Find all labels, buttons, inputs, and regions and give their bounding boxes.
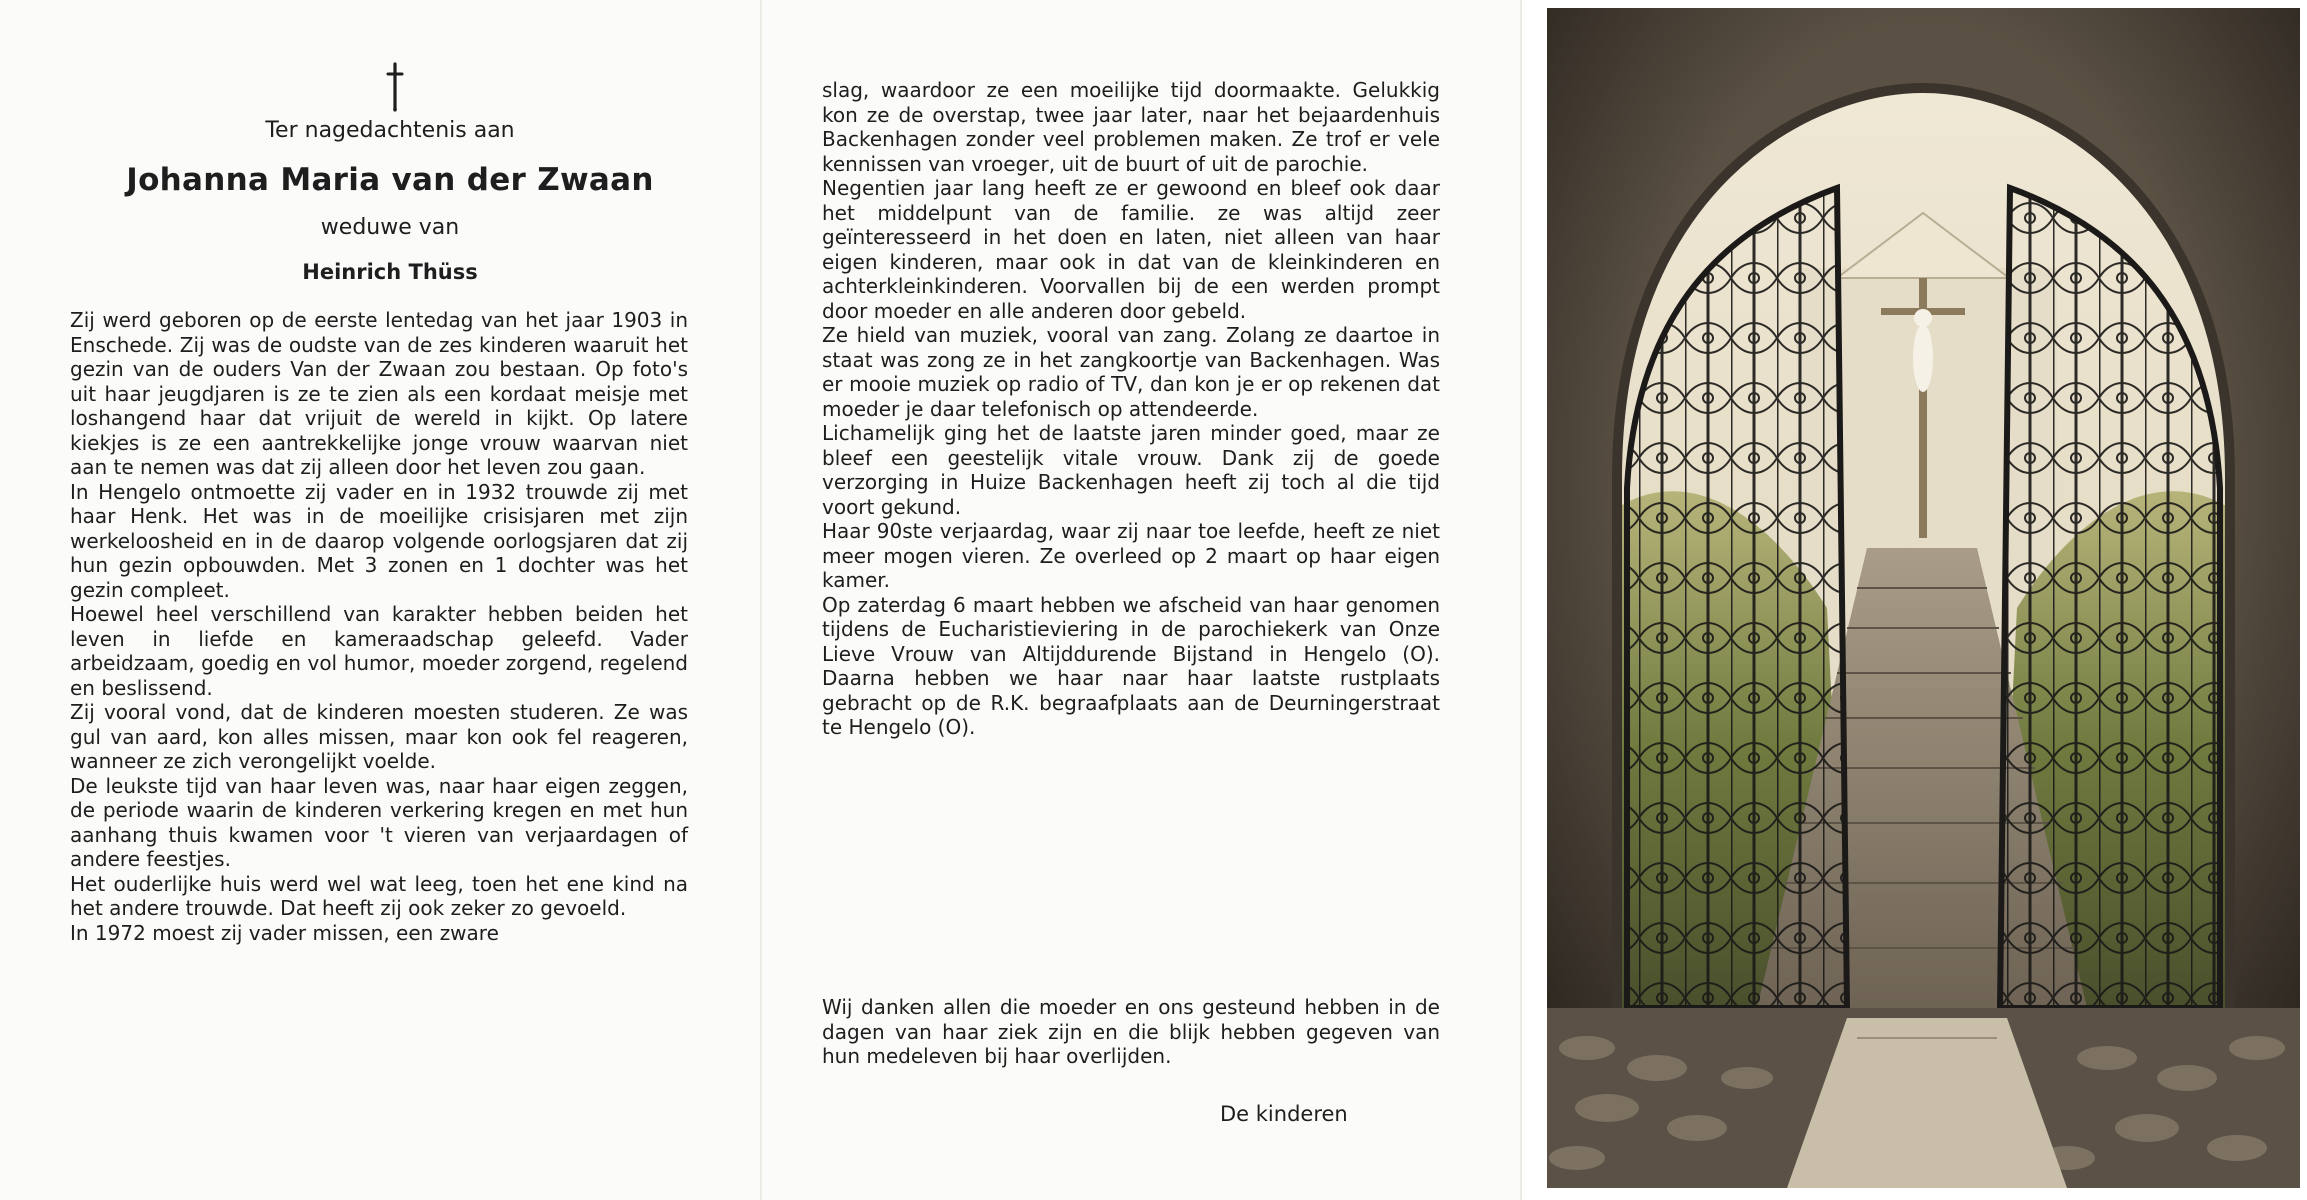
biography-paragraph: Op zaterdag 6 maart hebben we afscheid van haar genomen tijdens de Eucharistieviering in de parochiekerk van Onze Lieve Vrouw van Altijddurende Bijstand in Hengelo (O). Daarna hebben we haar naar haar laatste rustplaats gebracht op de R.K. begraafplaats aan de Deurningerstraat te Hengelo (O).: [822, 592, 1440, 739]
biography-paragraph: Lichamelijk ging het de laatste jaren minder goed, maar ze bleef een geestelijk vitale vrouw. Dank zij de goede verzorging in Huize Backenhagen heeft zij toch al die tijd voort gekund.: [822, 421, 1440, 519]
biography-paragraph: De leukste tijd van haar leven was, naar haar eigen zeggen, de periode waarin de kinderen verkering kregen en met hun aanhang thuis kwamen voor 't vieren van verjaardagen of andere feestjes.: [70, 773, 688, 871]
fold-line: [760, 0, 762, 1200]
biography-paragraph: Het ouderlijke huis werd wel wat leeg, toen het ene kind na het andere trouwde. Dat heeft zij ook zeker zo gevoeld.: [70, 871, 688, 920]
signature: De kinderen: [1220, 1102, 1348, 1126]
biography-left-column: [70, 308, 688, 945]
biography-middle-column: [822, 78, 1440, 740]
widow-of-label: weduwe van: [320, 215, 460, 240]
deceased-name: Johanna Maria van der Zwaan: [126, 162, 654, 198]
biography-paragraph: Zij vooral vond, dat de kinderen moesten studeren. Ze was gul van aard, kon alles missen, maar kon ook fel reageren, wanneer ze zich verongelijkt voelde.: [70, 700, 688, 773]
biography-paragraph: Negentien jaar lang heeft ze er gewoond en bleef ook daar het middelpunt van de familie. ze was altijd zeer geïnteresseerd in het doen en laten, niet alleen van haar eigen kinderen, maar ook in dat van de kleinkinderen en achterkleinkinderen. Voorvallen bij de een werden prompt door moeder en alle anderen door gebeld.: [822, 176, 1440, 323]
biography-paragraph: In 1972 moest zij vader missen, een zware: [70, 920, 499, 945]
biography-paragraph: Hoewel heel verschillend van karakter hebben beiden het leven in liefde en kameraadschap geleefd. Vader arbeidzaam, goedig en vol humor, moeder zorgend, regelend en beslissend.: [70, 602, 688, 700]
gate-crucifix-photo-illustration: [1547, 8, 2300, 1188]
husband-name: Heinrich Thüss: [302, 260, 478, 284]
thanks-paragraph: Wij danken allen die moeder en ons gesteund hebben in de dagen van haar ziek zijn en die blijk hebben gegeven van hun medeleven bij haar overlijden.: [822, 995, 1440, 1068]
biography-paragraph: Zij werd geboren op de eerste lentedag van het jaar 1903 in Enschede. Zij was de oudste van de zes kinderen waaruit het gezin van de ouders Van der Zwaan zou bestaan. Op foto's uit haar jeugdjaren is ze te zien als een kordaat meisje met loshangend haar dat vrijuit de wereld in kijkt. Op latere kiekjes is ze een aantrekkelijke jonge vrouw waarvan niet aan te nemen was dat zij alleen door het leven zou gaan.: [70, 308, 688, 479]
memorial-intro: Ter nagedachtenis aan: [265, 118, 515, 143]
cross-icon: [384, 62, 406, 112]
biography-paragraph: Haar 90ste verjaardag, waar zij naar toe leefde, heeft ze niet meer mogen vieren. Ze overleed op 2 maart op haar eigen kamer.: [822, 519, 1440, 592]
gate-crucifix-photo: [1547, 8, 2300, 1188]
biography-paragraph: In Hengelo ontmoette zij vader en in 1932 trouwde zij met haar Henk. Het was in de moeilijke crisisjaren met zijn werkeloosheid en in de daarop volgende oorlogsjaren dat zij hun gezin opbouwden. Met 3 zonen en 1 dochter was het gezin compleet.: [70, 479, 688, 602]
fold-line: [1520, 0, 1522, 1200]
biography-paragraph: Ze hield van muziek, vooral van zang. Zolang ze daartoe in staat was zong ze in het zangkoortje van Backenhagen. Was er mooie muziek op radio of TV, dan kon je er op rekenen dat moeder je daar telefonisch op attendeerde.: [822, 323, 1440, 421]
biography-paragraph: slag, waardoor ze een moeilijke tijd doormaakte. Gelukkig kon ze de overstap, twee jaar later, naar het bejaardenhuis Backenhagen zonder veel problemen maken. Ze trof er vele kennissen van vroeger, uit de buurt of uit de parochie.: [822, 78, 1440, 176]
